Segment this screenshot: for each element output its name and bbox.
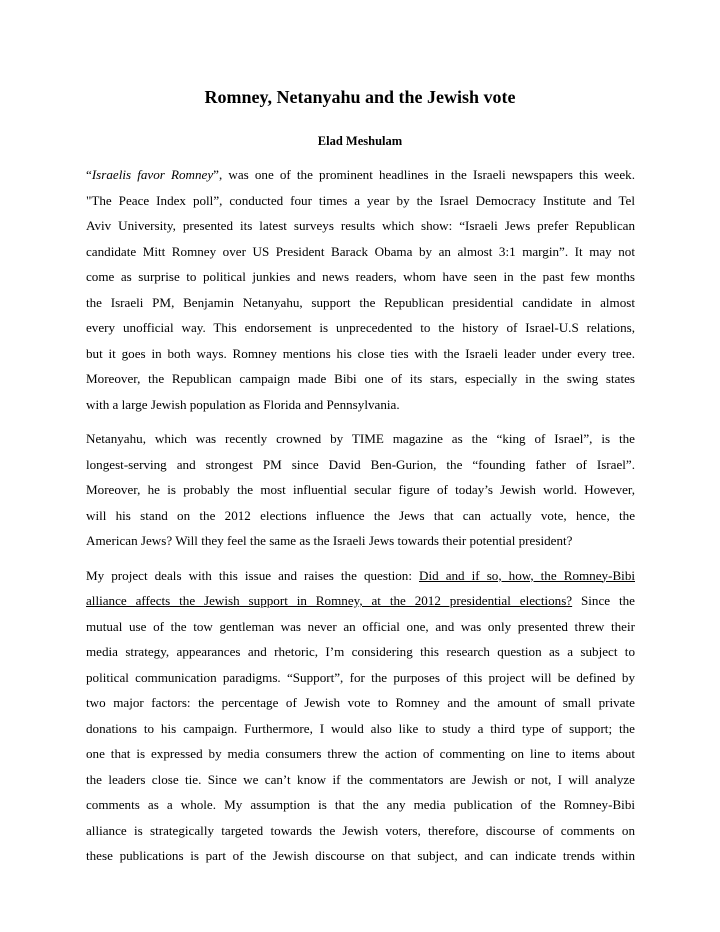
text-line: Aviv University, presented its latest surveys results which show: “Israeli Jews prefer Republican [86,218,635,233]
text-line: Moreover, the Republican campaign made Bibi one of its stars, especially in the swing states [86,371,635,386]
document-body [86,162,635,878]
text-line: political communication paradigms. “Support”, for the purposes of this project will be defined by [86,669,635,685]
text-line: mutual use of the tow gentleman was never an official one, and was only presented threw their [86,618,635,634]
italic-quote: Israelis favor Romney [91,167,214,182]
paragraph-2 [86,426,635,554]
paragraph-1 [86,162,635,417]
text-line: American Jews? Will they feel the same as the Israeli Jews towards their potential president? [86,533,573,548]
text-line: Moreover, he is probably the most influential secular figure of today’s Jewish world. However, [86,482,635,497]
document-title: Romney, Netanyahu and the Jewish vote [204,87,516,107]
text-line: come as surprise to political junkies and news readers, whom have seen in the past few months [86,269,635,284]
text-line: with a large Jewish population as Florida and Pennsylvania. [86,396,400,412]
text-line: “Israelis favor Romney”, was one of the prominent headlines in the Israeli newspapers this week. [86,167,635,182]
text-line: will his stand on the 2012 elections influence the Jews that can actually vote, hence, the [86,507,635,523]
text-line: two major factors: the percentage of Jewish vote to Romney and the amount of small private [86,695,635,710]
research-question: Did and if so, how, the Romney-Bibi [419,567,635,583]
text-line: My project deals with this issue and raises the question: Did and if so, how, the Romney-Bibi [86,567,635,583]
text-line: the leaders close tie. Since we can’t know if the commentators are Jewish or not, I will analyze [86,771,635,787]
text-line: alliance affects the Jewish support in Romney, at the 2012 presidential elections? Since the [86,593,635,608]
text-line: "The Peace Index poll”, conducted four times a year by the Israel Democracy Institute and Tel [86,192,635,208]
text-line: but it goes in both ways. Romney mentions his close ties with the Israeli leader under every tree. [86,345,635,361]
research-question: alliance affects the Jewish support in Romney, at the 2012 presidential elections? [86,593,573,608]
text-line: one that is expressed by media consumers threw the action of commenting on line to items about [86,746,635,761]
text-line: alliance is strategically targeted towards the Jewish voters, therefore, discourse of comments on [86,822,635,838]
text-line: every unofficial way. This endorsement is unprecedented to the history of Israel-U.S relations, [86,320,635,335]
text-line: media strategy, appearances and rhetoric, I’m considering this research question as a subject to [86,644,635,659]
text-line: these publications is part of the Jewish discourse on that subject, and can indicate trends within [86,848,635,863]
text-line: candidate Mitt Romney over US President Barack Obama by an almost 3:1 margin”. It may not [86,243,635,259]
text-line: the Israeli PM, Benjamin Netanyahu, support the Republican presidential candidate in almost [86,294,635,310]
paragraph-3 [86,563,635,869]
text-line: longest-serving and strongest PM since David Ben-Gurion, the “founding father of Israel”. [86,456,635,472]
author-name: Elad Meshulam [317,134,403,148]
text-line: donations to his campaign. Furthermore, I would also like to study a third type of support; the [86,720,635,736]
text-line: comments as a whole. My assumption is that the any media publication of the Romney-Bibi [86,797,635,812]
text-line: Netanyahu, which was recently crowned by TIME magazine as the “king of Israel”, is the [86,431,635,446]
